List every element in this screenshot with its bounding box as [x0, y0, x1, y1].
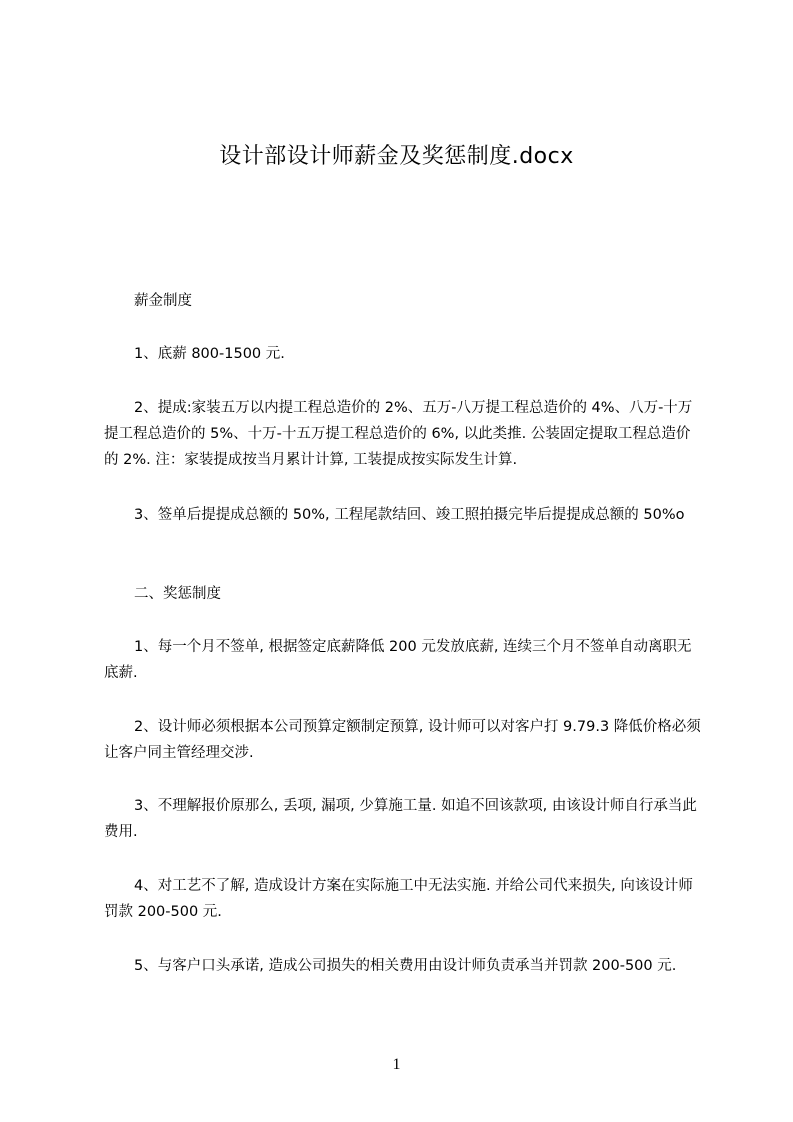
paragraph: 1、每一个月不签单, 根据签定底薪降低 200 元发放底薪, 连续三个月不签单自动离职无底薪. — [104, 639, 692, 681]
page-number: 1 — [392, 1056, 401, 1073]
paragraph: 3、签单后提提成总额的 50%, 工程尾款结回、竣工照拍摄完毕后提提成总额的 50%o — [134, 507, 685, 523]
section-heading-rewards: 二、奖惩制度 — [134, 586, 221, 602]
paragraph: 2、设计师必须根据本公司预算定额制定预算, 设计师可以对客户打 9.79.3 降低价格必须让客户同主管经理交涉. — [104, 719, 701, 761]
section-heading-salary: 薪金制度 — [134, 293, 192, 309]
document-title: 设计部设计师薪金及奖惩制度.docx — [219, 144, 574, 169]
paragraph: 1、底薪 800-1500 元. — [134, 346, 285, 362]
paragraph: 2、提成:家装五万以内提工程总造价的 2%、五万-八万提工程总造价的 4%、八万-十万提工程总造价的 5%、十万-十五万提工程总造价的 6%, 以此类推. 公装固定提取工程总造价的 2%. 注：家装提成按当月累计计算, 工装提成按实际发生计算. — [104, 400, 693, 468]
paragraph: 3、不理解报价原那么, 丢项, 漏项, 少算施工量. 如追不回该款项, 由该设计师自行承当此费用. — [104, 798, 697, 840]
paragraph: 5、与客户口头承诺, 造成公司损失的相关费用由设计师负责承当并罚款 200-500 元. — [134, 958, 677, 974]
paragraph: 4、对工艺不了解, 造成设计方案在实际施工中无法实施. 并给公司代来损失, 向该设计师罚款 200-500 元. — [104, 878, 693, 920]
